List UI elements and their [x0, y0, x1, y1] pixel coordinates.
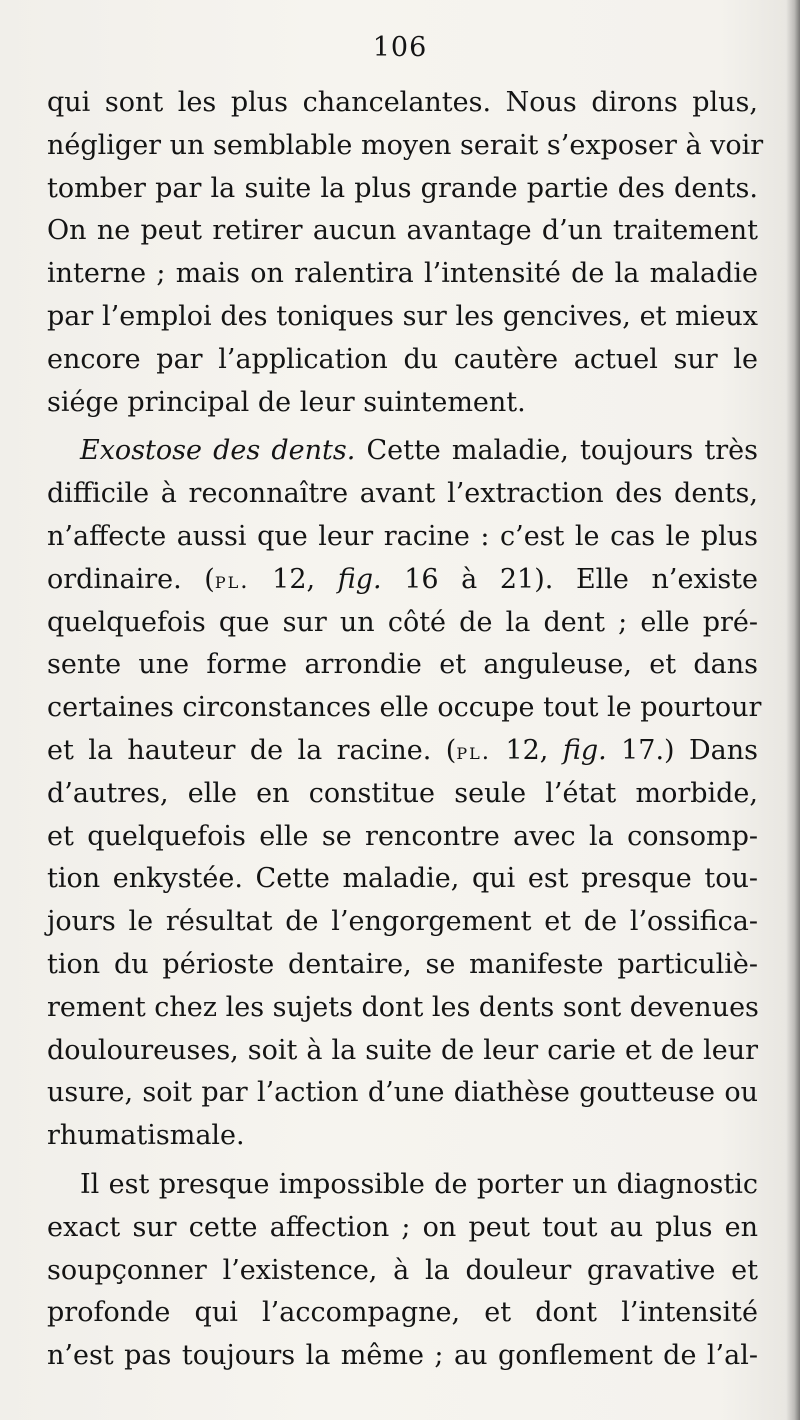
- paragraph-3: [47, 1164, 758, 1378]
- text-line: difficile à reconnaître avant l’extraction des dents,: [47, 478, 758, 510]
- figure-abbrev: fig.: [562, 734, 607, 766]
- text-line: n’affecte aussi que leur racine : c’est le cas le plus: [47, 520, 758, 552]
- text-line: siége principal de leur suintement.: [47, 386, 526, 418]
- section-lead: Exostose des dents.: [80, 435, 356, 467]
- text-line: négliger un semblable moyen serait s’exposer à voir: [47, 129, 764, 161]
- text-line: usure, soit par l’action d’une diathèse goutteuse ou: [47, 1077, 758, 1109]
- text-line: tion du périoste dentaire, se manifeste particuliè-: [47, 948, 758, 980]
- line-text: ordinaire. (: [47, 563, 215, 595]
- text-line: quelquefois que sur un côté de la dent ; elle pré-: [47, 606, 758, 638]
- text-line: [47, 430, 758, 473]
- text-line: par l’emploi des toniques sur les gencives, et mieux: [47, 300, 758, 332]
- text-line: tion enkystée. Cette maladie, qui est presque tou-: [47, 863, 758, 895]
- paragraph-2: [47, 430, 762, 1158]
- text-line: rhumatismale.: [47, 1120, 245, 1152]
- text-line: tomber par la suite la plus grande partie des dents.: [47, 172, 758, 204]
- paragraph-1: [47, 82, 764, 424]
- text-line: jours le résultat de l’engorgement et de l’ossifica-: [47, 906, 758, 938]
- line-text: 16 à 21). Elle n’existe: [381, 563, 759, 595]
- page-edge-shadow: [786, 0, 800, 1420]
- line-text: 12,: [491, 734, 563, 766]
- body-text: [47, 82, 764, 1378]
- text-line: encore par l’application du cautère actuel sur le: [47, 343, 758, 375]
- line-text: et la hauteur de la racine. (: [47, 734, 457, 766]
- text-line: exact sur cette affection ; on peut tout au plus en: [47, 1211, 758, 1243]
- line-text: 12,: [249, 563, 338, 595]
- text-line: certaines circonstances elle occupe tout le pourtour: [47, 692, 762, 724]
- plate-abbrev: pl.: [214, 567, 250, 594]
- text-line: douloureuses, soit à la suite de leur carie et de leur: [47, 1034, 758, 1066]
- text-line: [47, 730, 758, 773]
- text-line: On ne peut retirer aucun avantage d’un traitement: [47, 215, 758, 247]
- text-line: interne ; mais on ralentira l’intensité de la maladie: [47, 258, 758, 290]
- text-line: [47, 559, 758, 602]
- text-line: profonde qui l’accompagne, et dont l’intensité: [47, 1297, 758, 1329]
- text-line: soupçonner l’existence, à la douleur gravative et: [47, 1254, 758, 1286]
- text-line: qui sont les plus chancelantes. Nous dirons plus,: [47, 87, 758, 118]
- plate-abbrev: pl.: [456, 738, 492, 765]
- text-line: Il est presque impossible de porter un diagnostic: [80, 1168, 758, 1200]
- text-line: et quelquefois elle se rencontre avec la consomp-: [47, 820, 758, 852]
- page-number: 106: [372, 32, 428, 63]
- text-line: rement chez les sujets dont les dents sont devenues: [47, 991, 759, 1023]
- figure-abbrev: fig.: [337, 563, 382, 595]
- line-text: 17.) Dans: [606, 734, 758, 766]
- text-line: n’est pas toujours la même ; au gonflement de l’al-: [47, 1340, 758, 1372]
- line-text: Cette maladie, toujours très: [355, 435, 758, 467]
- text-line: sente une forme arrondie et anguleuse, et dans: [47, 649, 758, 681]
- text-line: d’autres, elle en constitue seule l’état morbide,: [47, 777, 758, 809]
